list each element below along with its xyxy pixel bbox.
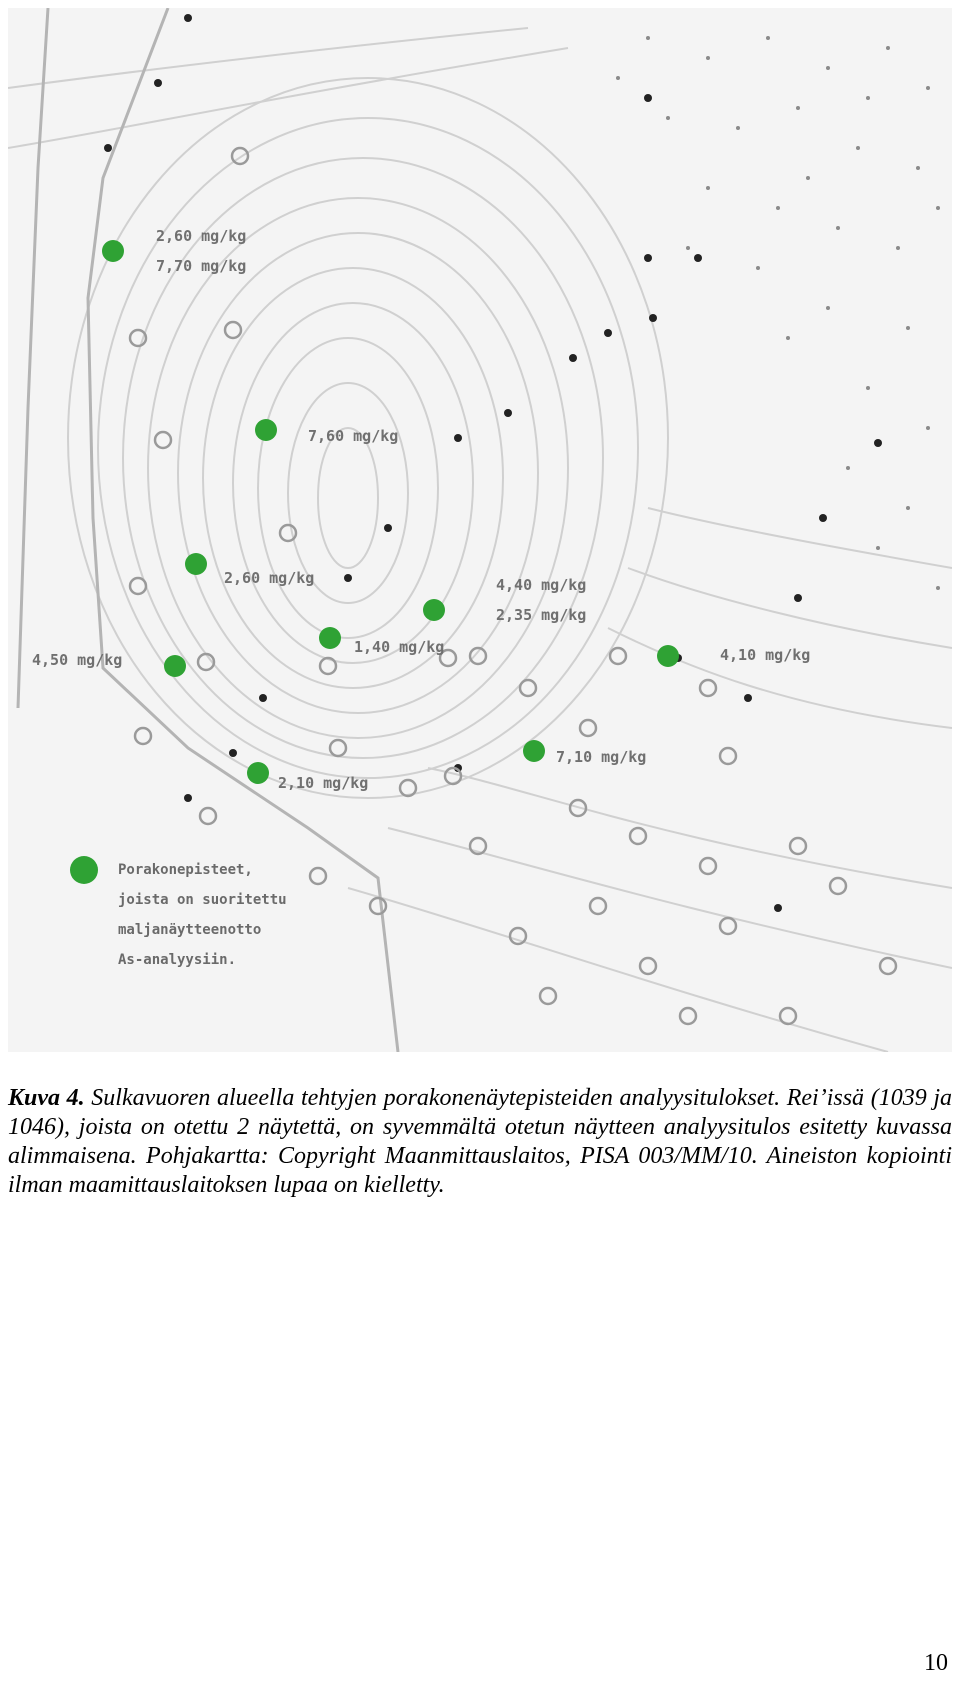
sample-marker (102, 240, 124, 262)
sample-value: 2,10 mg/kg (278, 774, 369, 792)
sample-value: 2,60 mg/kg (224, 569, 315, 587)
map-canvas (8, 8, 952, 1052)
figure-caption (8, 1084, 952, 1200)
sample-value: 1,40 mg/kg (354, 638, 445, 656)
sample-value: 7,70 mg/kg (156, 257, 247, 275)
sample-value: 7,10 mg/kg (556, 748, 647, 766)
sample-marker (423, 599, 445, 621)
legend-marker (70, 856, 98, 884)
sample-marker (185, 553, 207, 575)
sample-marker (523, 740, 545, 762)
sample-value: 2,35 mg/kg (496, 606, 587, 624)
legend-line: maljanäytteenotto (118, 922, 262, 938)
sample-value: 2,60 mg/kg (156, 227, 247, 245)
sample-value: 7,60 mg/kg (308, 427, 399, 445)
page-number: 10 (924, 1650, 948, 1676)
sample-marker (164, 655, 186, 677)
caption-label: Kuva 4. (8, 1085, 85, 1111)
sample-value: 4,40 mg/kg (496, 576, 587, 594)
sample-marker (247, 762, 269, 784)
sample-value: 4,50 mg/kg (32, 651, 123, 669)
caption-text: Sulkavuoren alueella tehtyjen porakonenäytepisteiden analyysitulokset. Rei’issä (1039 ja 1046), joista on otettu 2 näytettä, on syvemmältä otetun näytteen analyysitulos esitetty kuvassa alimmaisena. Pohjakartta: Copyright Maanmittauslaitos, PISA 003/MM/10. Aineiston kopiointi ilman maamittauslaitoksen lupaa on kielletty. (8, 1085, 952, 1198)
sample-marker (657, 645, 679, 667)
legend-line: Porakonepisteet, (118, 862, 253, 878)
legend-line: joista on suoritettu (118, 892, 287, 908)
map-figure (8, 8, 952, 1052)
sample-marker (319, 627, 341, 649)
legend-line: As-analyysiin. (118, 952, 237, 968)
sample-marker (255, 419, 277, 441)
sample-value: 4,10 mg/kg (720, 646, 811, 664)
